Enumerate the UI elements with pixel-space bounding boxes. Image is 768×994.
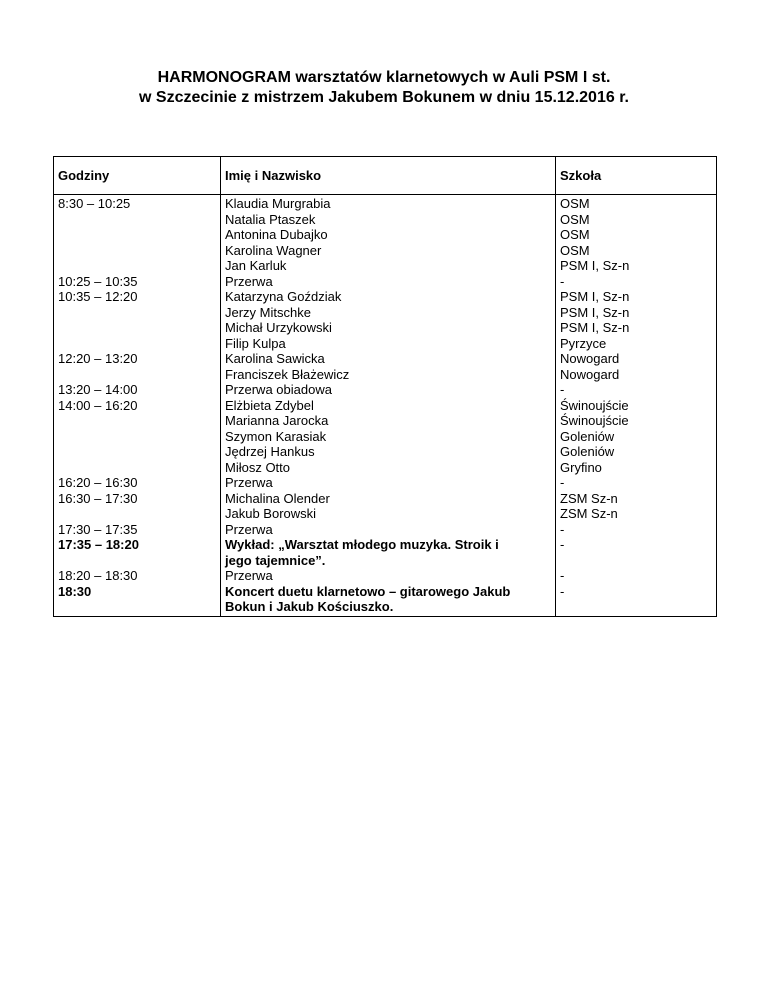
table-cell-line: Jerzy Mitschke [225, 304, 311, 320]
table-cell-line: - [560, 475, 565, 490]
table-cell-line: Karolina Sawicka [225, 351, 325, 366]
table-cell-line: Marianna Jarocka [225, 413, 329, 428]
table-cell-line: Natalia Ptaszek [225, 211, 316, 227]
table-cell-line: Przerwa obiadowa [225, 382, 332, 397]
schedule-table [53, 156, 717, 617]
table-cell-line: - [560, 273, 565, 289]
table-cell-line: jego tajemnice”. [225, 552, 326, 568]
table-cell-line: Michalina Olender [225, 490, 330, 506]
table-cell-line: Goleniów [560, 444, 615, 459]
table-cell-line: Nowogard [560, 366, 620, 382]
table-cell-line: 16:30 – 17:30 [58, 490, 138, 506]
table-cell-line: Nowogard [560, 351, 620, 366]
table-cell-line: Świnoujście [560, 397, 629, 413]
table-cell-line [58, 243, 216, 259]
table-cell-line [58, 553, 216, 569]
table-cell-line: Filip Kulpa [225, 335, 286, 351]
schools-column [556, 195, 717, 617]
table-cell-line: Jan Karluk [225, 258, 287, 273]
document-title [0, 68, 768, 108]
table-cell-line [58, 336, 216, 352]
table-cell-line [58, 367, 216, 383]
table-cell-line: OSM [560, 196, 590, 211]
table-cell-line [58, 212, 216, 228]
table-cell-line: Przerwa [225, 273, 273, 289]
header-name: Imię i Nazwisko [221, 157, 556, 195]
table-cell-line: 17:35 – 18:20 [58, 537, 139, 552]
table-cell-line: Franciszek Błażewicz [225, 366, 350, 382]
table-cell-line: Przerwa [225, 568, 273, 583]
table-cell-line: Jakub Borowski [225, 506, 317, 521]
table-cell-line: ZSM Sz-n [560, 490, 618, 506]
table-cell-line: Przerwa [225, 521, 273, 537]
table-cell-line: PSM I, Sz-n [560, 304, 630, 320]
table-cell-line: Karolina Wagner [225, 242, 322, 258]
title-line-1: HARMONOGRAM warsztatów klarnetowych w Auli PSM I st. [157, 69, 611, 86]
table-cell-line [58, 444, 216, 460]
table-cell-line: 17:30 – 17:35 [58, 521, 138, 537]
table-cell-line: PSM I, Sz-n [560, 258, 630, 273]
table-cell-line: Bokun i Jakub Kościuszko. [225, 599, 394, 614]
table-cell-line: 12:20 – 13:20 [58, 351, 138, 366]
table-cell-line [58, 413, 216, 429]
header-hours: Godziny [54, 157, 221, 195]
table-cell-line: 18:20 – 18:30 [58, 568, 138, 583]
table-cell-line: 10:25 – 10:35 [58, 273, 138, 289]
table-cell-line: - [560, 568, 565, 583]
table-cell-line: Goleniów [560, 428, 615, 444]
table-cell-line: Koncert duetu klarnetowo – gitarowego Jakub [225, 583, 511, 599]
title-line-2: w Szczecinie z mistrzem Jakubem Bokunem w dniu 15.12.2016 r. [139, 89, 629, 106]
table-cell-line: OSM [560, 211, 590, 227]
table-cell-line: Świnoujście [560, 413, 629, 428]
header-school: Szkoła [556, 157, 717, 195]
table-cell-line [58, 460, 216, 476]
table-cell-line: Antonina Dubajko [225, 227, 328, 242]
table-cell-line: Elżbieta Zdybel [225, 397, 314, 413]
table-cell-line [58, 227, 216, 243]
table-cell-line: Wykład: „Warsztat młodego muzyka. Stroik i [225, 537, 499, 552]
table-cell-line [58, 320, 216, 336]
hours-column [54, 195, 221, 617]
table-cell-line: 18:30 [58, 583, 92, 599]
table-cell-line: Michał Urzykowski [225, 320, 332, 335]
table-cell-line [58, 305, 216, 321]
table-cell-line: ZSM Sz-n [560, 506, 618, 521]
table-cell-line: 10:35 – 12:20 [58, 289, 138, 304]
table-cell-line: - [560, 521, 565, 537]
table-cell-line: Jędrzej Hankus [225, 444, 315, 459]
names-column [221, 195, 556, 617]
table-body-row [54, 195, 717, 617]
table-cell-line: Szymon Karasiak [225, 428, 327, 444]
table-header-row [54, 157, 717, 195]
table-cell-line: Przerwa [225, 475, 273, 490]
table-cell-line: 14:00 – 16:20 [58, 397, 138, 413]
table-cell-line: Pyrzyce [560, 335, 607, 351]
table-cell-line: Gryfino [560, 459, 602, 475]
table-cell-line: PSM I, Sz-n [560, 289, 630, 304]
table-cell-line: OSM [560, 227, 590, 242]
table-cell-line [560, 553, 712, 569]
table-cell-line: 13:20 – 14:00 [58, 382, 138, 397]
table-cell-line: PSM I, Sz-n [560, 320, 630, 335]
table-cell-line [58, 429, 216, 445]
table-cell-line: Miłosz Otto [225, 459, 291, 475]
table-cell-line: 16:20 – 16:30 [58, 475, 138, 490]
table-cell-line: - [560, 382, 565, 397]
table-cell-line: - [560, 537, 565, 552]
table-cell-line [58, 258, 216, 274]
table-cell-line: 8:30 – 10:25 [58, 196, 131, 211]
table-cell-line [58, 506, 216, 522]
table-cell-line: Klaudia Murgrabia [225, 196, 331, 211]
table-cell-line: - [560, 583, 565, 599]
table-cell-line: OSM [560, 242, 590, 258]
table-cell-line: Katarzyna Goździak [225, 289, 342, 304]
